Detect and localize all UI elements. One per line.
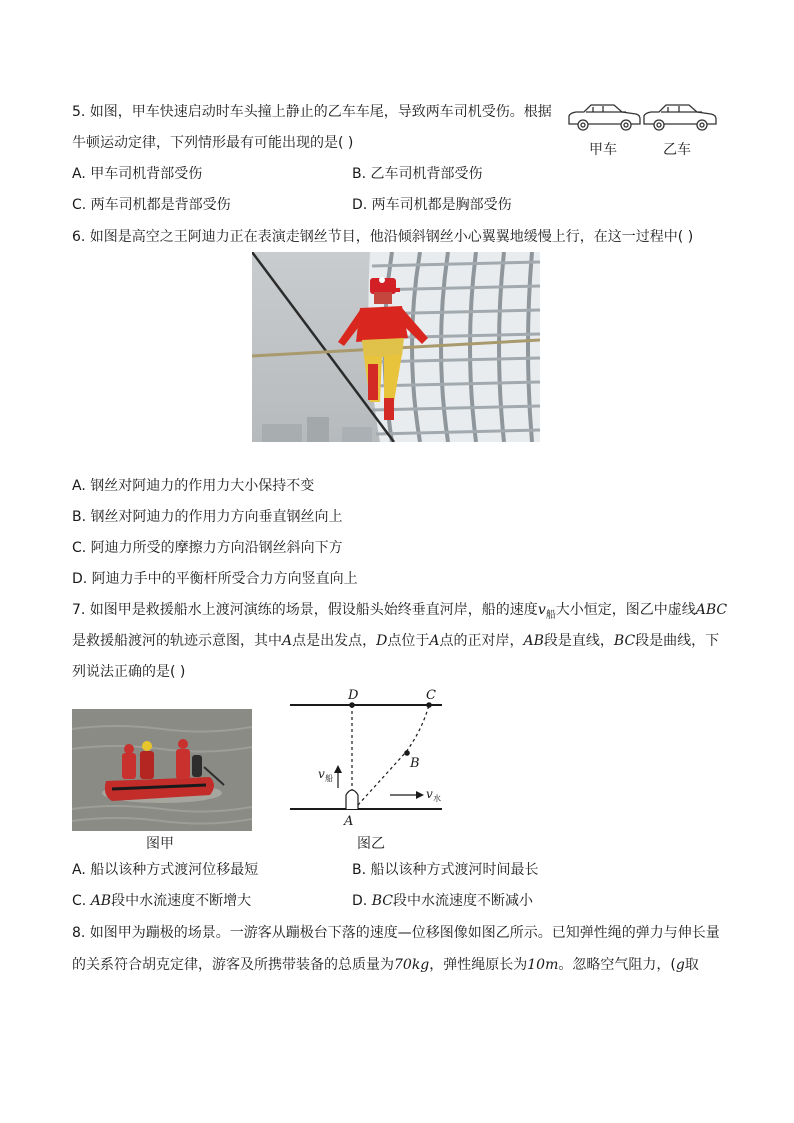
car-a-icon: [569, 105, 640, 130]
q6-option-b: B. 钢丝对阿迪力的作用力方向垂直钢丝向上: [72, 509, 343, 525]
label-C: C: [426, 688, 436, 703]
crossing-diagram: [282, 685, 452, 830]
label-v-water-sub: 水: [433, 794, 441, 803]
q8-line1: 8. 如图甲为蹦极的场景。一游客从蹦极台下落的速度—位移图像如图乙所示。已知弹性绳的弹力与伸长量: [72, 925, 720, 941]
boat-icon: [346, 790, 358, 809]
label-v-boat: v: [318, 767, 325, 781]
q6-option-d: D. 阿迪力手中的平衡杆所受合力方向竖直向上: [72, 571, 358, 587]
label-A: A: [344, 814, 354, 829]
tightrope-photo: [252, 252, 540, 442]
car-label-b: 乙车: [663, 142, 691, 158]
q6-line1: 6. 如图是高空之王阿迪力正在表演走钢丝节目，他沿倾斜钢丝小心翼翼地缓慢上行，在这一过程中( ): [72, 229, 694, 245]
q5-line2: 牛顿运动定律，下列情形最有可能出现的是( ): [72, 135, 354, 151]
label-v-water: v: [426, 787, 433, 801]
q5-option-b: B. 乙车司机背部受伤: [352, 166, 483, 182]
q7-line3: 列说法正确的是( ): [72, 664, 186, 680]
rescue-boat-photo: [72, 709, 252, 831]
caption-figure-a: 图甲: [146, 836, 174, 852]
label-B: B: [410, 756, 420, 771]
q7-line2: 是救援船渡河的轨迹示意图，其中A点是出发点，D点位于A点的正对岸，AB段是直线，BC段是曲线，下: [72, 633, 720, 649]
label-D: D: [348, 688, 359, 703]
q5-cars-figure: [566, 100, 722, 138]
q5-line1: 5. 如图，甲车快速启动时车头撞上静止的乙车车尾，导致两车司机受伤。根据: [72, 104, 552, 120]
q5-option-c: C. 两车司机都是背部受伤: [72, 197, 231, 213]
q6-option-c: C. 阿迪力所受的摩擦力方向沿钢丝斜向下方: [72, 540, 343, 556]
label-v-boat-sub: 船: [325, 774, 333, 783]
caption-figure-b: 图乙: [357, 836, 385, 852]
q8-line2: 的关系符合胡克定律，游客及所携带装备的总质量为70kg，弹性绳原长为10m。忽略空气阻力，(g取: [72, 957, 699, 973]
q6-option-a: A. 钢丝对阿迪力的作用力大小保持不变: [72, 478, 315, 494]
q7-line1: 7. 如图甲是救援船水上渡河演练的场景，假设船头始终垂直河岸，船的速度$v_船$大小恒定，图乙中虚线ABC: [72, 602, 728, 621]
car-b-icon: [644, 105, 716, 130]
q7-option-a: A. 船以该种方式渡河位移最短: [72, 862, 259, 878]
q5-option-d: D. 两车司机都是胸部受伤: [352, 197, 512, 213]
q5-option-a: A. 甲车司机背部受伤: [72, 166, 203, 182]
car-label-a: 甲车: [589, 142, 617, 158]
q7-option-c: C. AB段中水流速度不断增大: [72, 893, 252, 909]
q7-option-d: D. BC段中水流速度不断减小: [352, 893, 533, 909]
q7-option-b: B. 船以该种方式渡河时间最长: [352, 862, 539, 878]
